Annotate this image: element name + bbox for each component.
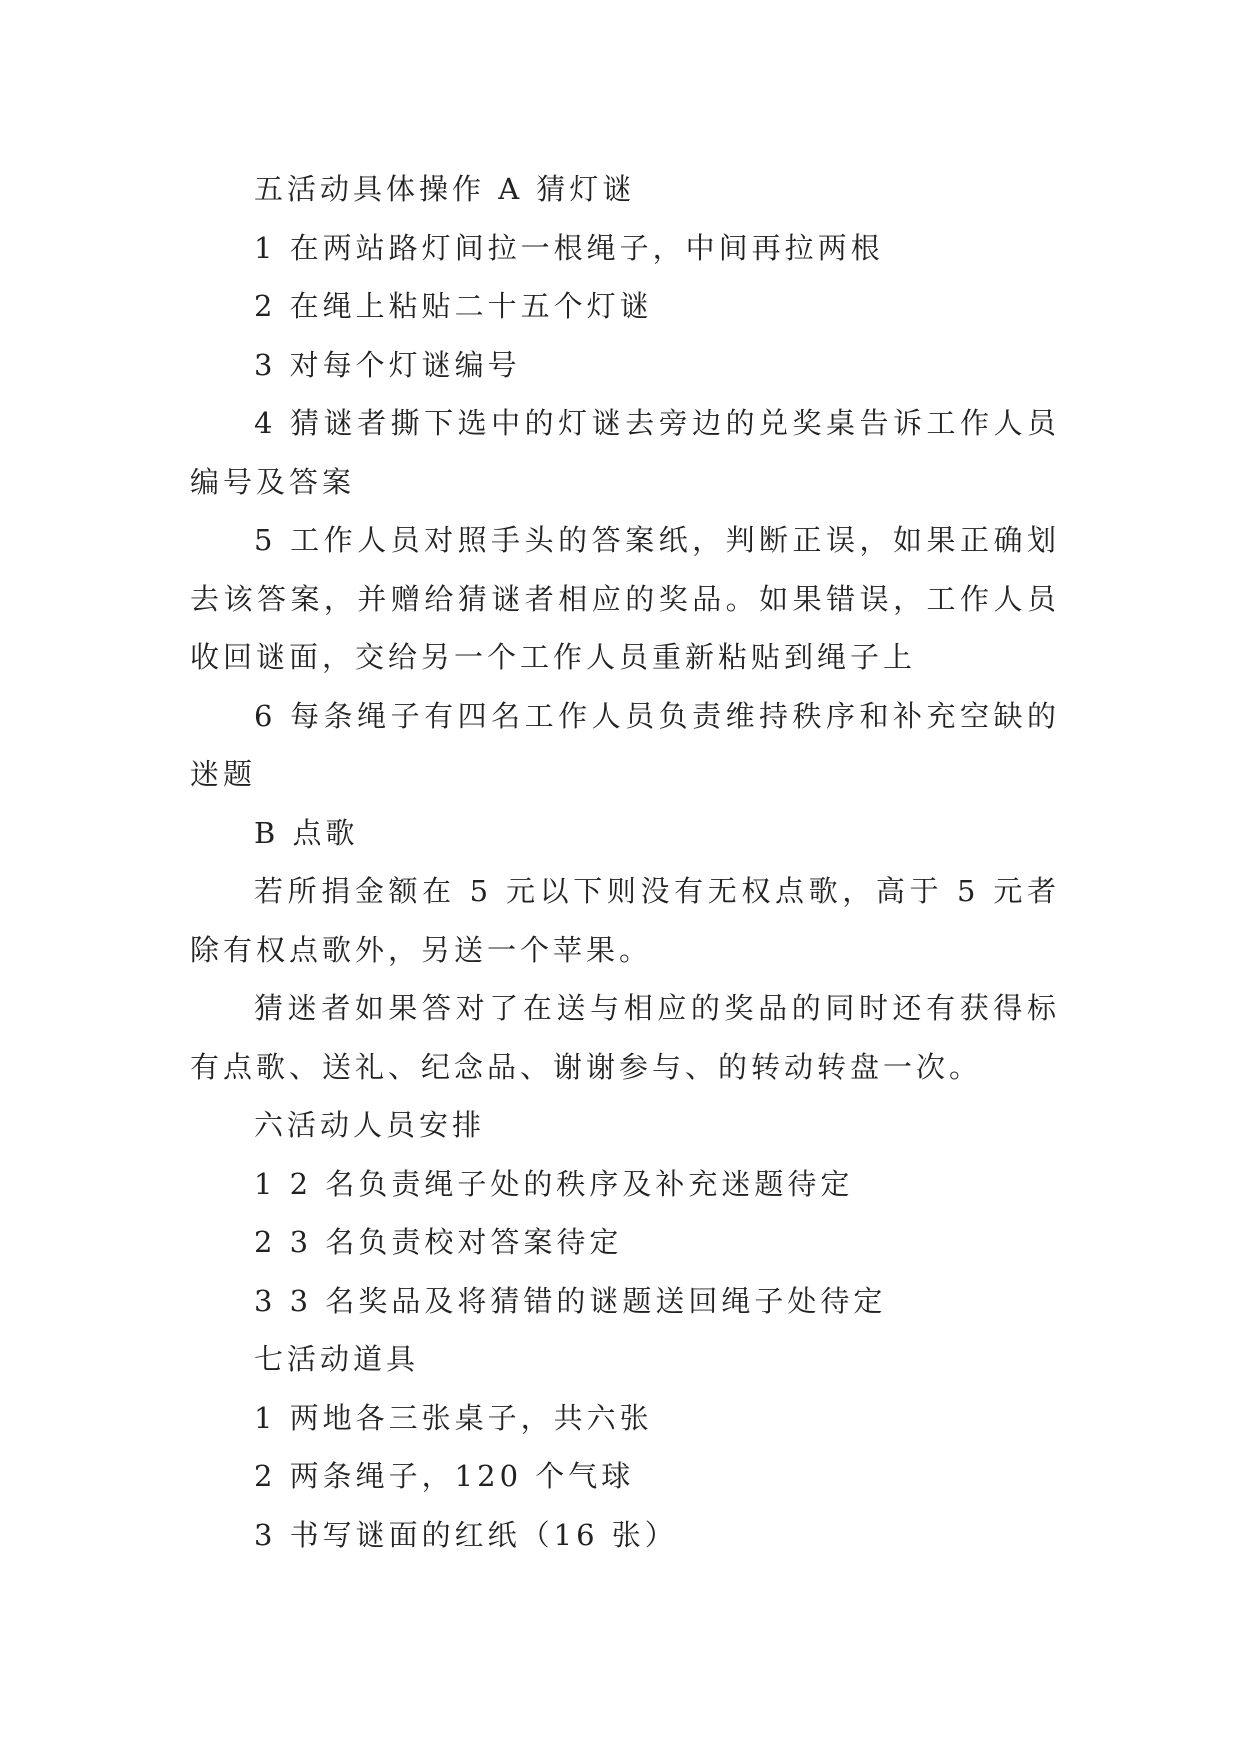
paragraph-staff-answer-check: 2 3 名负责校对答案待定: [254, 1225, 623, 1259]
paragraph-staff-rope-order: 1 2 名负责绳子处的秩序及补充迷题待定: [254, 1166, 854, 1201]
paragraph-staff-check: 5 工作人员对照手头的答案纸，判断正误，如果正确划去该答案，并赠给猜谜者相应的奖品。如果错误，工作人员收回谜面，交给另一个工作人员重新粘贴到绳子上: [190, 523, 1060, 674]
paragraph-donation-rule: 若所捐金额在 5 元以下则没有无权点歌，高于 5 元者除有权点歌外，另送一个苹果。: [190, 874, 1060, 967]
paragraph-riddle-posting: 2 在绳上粘贴二十五个灯谜: [254, 289, 653, 323]
paragraph-props-red-paper: 3 书写谜面的红纸（16 张）: [254, 1517, 678, 1552]
paragraph-guesser-procedure: 4 猜谜者撕下选中的灯谜去旁边的兑奖桌告诉工作人员编号及答案: [190, 406, 1060, 499]
paragraph-section-six-heading: 六活动人员安排: [254, 1108, 486, 1142]
paragraph-staff-prizes: 3 3 名奖品及将猜错的谜题送回绳子处待定: [254, 1283, 887, 1318]
paragraph-props-tables: 1 两地各三张桌子，共六张: [254, 1400, 653, 1435]
paragraph-props-ropes-balloons: 2 两条绳子，120 个气球: [254, 1459, 635, 1493]
paragraph-rope-setup: 1 在两站路灯间拉一根绳子，中间再拉两根: [254, 230, 884, 265]
document-body: [190, 160, 1060, 1564]
paragraph-section-five-heading: 五活动具体操作 A 猜灯谜: [254, 172, 636, 206]
paragraph-section-seven-heading: 七活动道具: [254, 1342, 420, 1376]
paragraph-prize-wheel: 猜迷者如果答对了在送与相应的奖品的同时还有获得标有点歌、送礼、纪念品、谢谢参与、的转动转盘一次。: [190, 991, 1060, 1084]
paragraph-song-request-heading: B 点歌: [254, 815, 359, 850]
paragraph-riddle-numbering: 3 对每个灯谜编号: [254, 347, 521, 382]
paragraph-rope-staff: 6 每条绳子有四名工作人员负责维持秩序和补充空缺的迷题: [190, 698, 1060, 791]
